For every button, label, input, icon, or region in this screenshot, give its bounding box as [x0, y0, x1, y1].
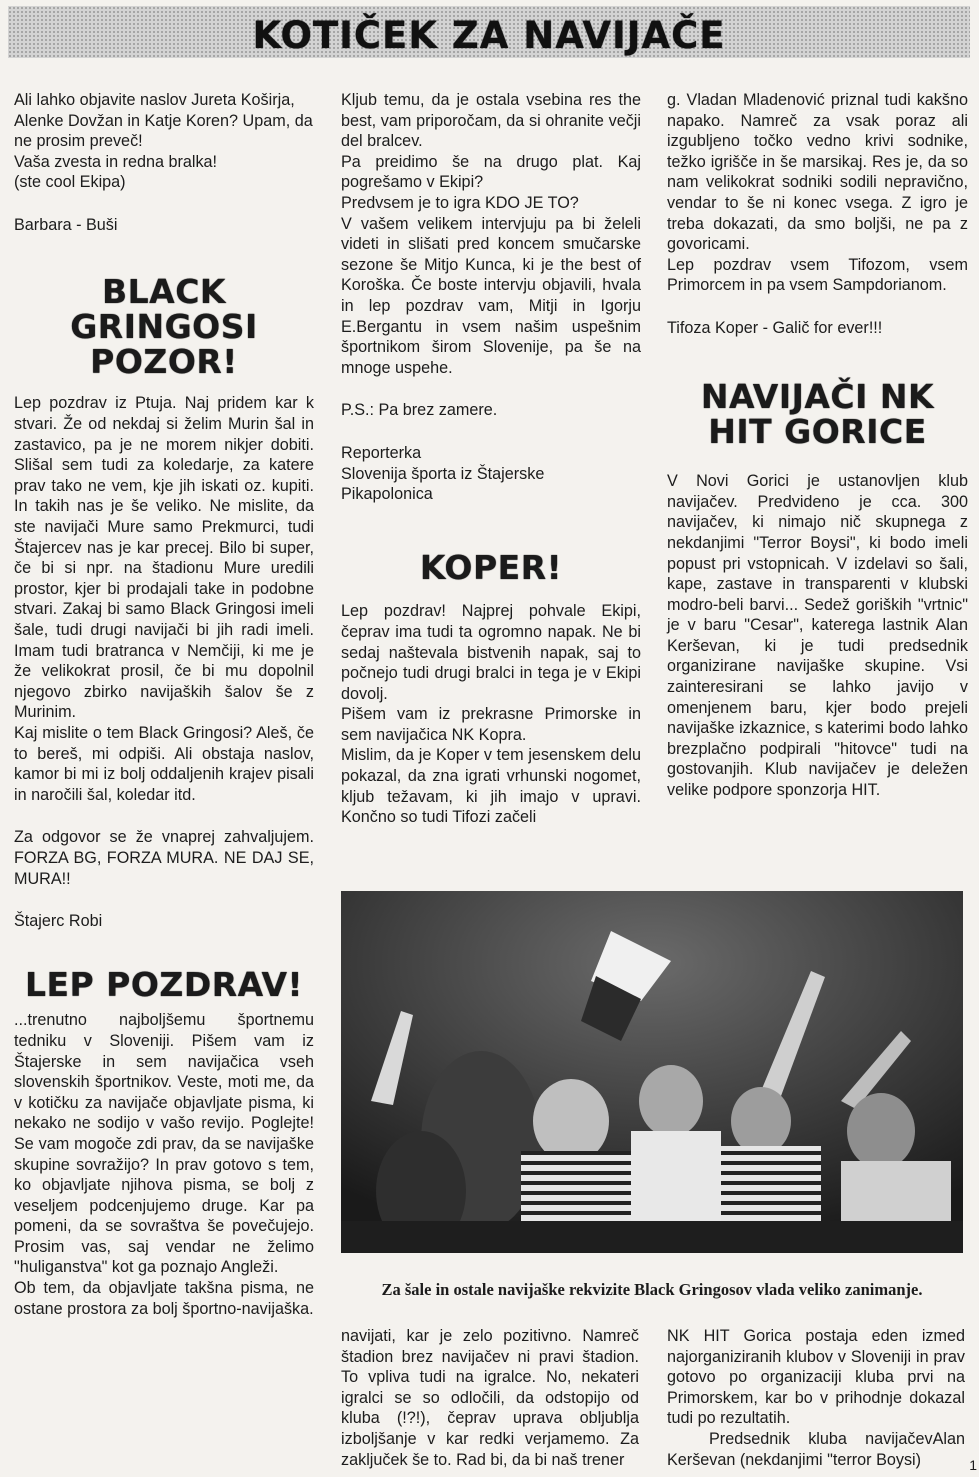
letter-pikapolonica-paragraph: Predvsem je to igra KDO JE TO?	[341, 193, 579, 212]
column-middle-bottom	[341, 1326, 639, 1470]
heading-line: NAVIJAČI NK	[700, 376, 935, 416]
letter-nk-hit-signature: Predsednik kluba navijačevAlan Kerševan (nekdanjimi "terror Boysi)	[667, 1429, 965, 1469]
letter-pikapolonica-signature-line: Reporterka	[341, 443, 422, 462]
section-banner	[8, 6, 970, 58]
column-left	[14, 90, 314, 1319]
fans-photo-image	[341, 891, 963, 1253]
letter-pikapolonica-ps: P.S.: Pa brez zamere.	[341, 401, 498, 420]
heading-line: BLACK	[101, 271, 226, 311]
fans-photo	[341, 891, 963, 1253]
letter-black-gringosi-closing: Za odgovor se že vnaprej zahvaljujem. FORZA BG, FORZA MURA. NE DAJ SE, MURA!!	[14, 828, 314, 888]
section-title: KOTIČEK ZA NAVIJAČE	[252, 14, 726, 57]
letter-nk-hit-continued: navijati, kar je zelo pozitivno. Namreč štadion brez navijačev ni pravi štadion. To vpliva tudi na igralce. No, nekateri igralci se so odločili, da odstopijo od kluba (!?!), čeprav uprava obljublja izboljšanje v kar redki verjamemo. Za zaključek še to. Rad bi, da bi naš trener	[341, 1327, 639, 1469]
letter-pikapolonica-paragraph: V vašem velikem intervjuju pa bi želeli videti in slišati pred koncem smučarske sezone še Mitjo Kunca, ki je the best of Koroška. Če boste intervju objavili, hvala in lep pozdrav vam, Mitji in Igorju E.Bergantu in vsem našim uspešnim športnikom širom Slovenije, pa še na mnoge uspehe.	[341, 214, 641, 377]
letter-koper-paragraph: Lep pozdrav! Najprej pohvale Ekipi, čeprav ima tudi ta ogromno napak. Ne bi sedaj naštevala bistvenih napak, saj to počnejo tudi drugi bralci in tega je v Ekipi dovolj.	[341, 602, 641, 703]
letter-barbara-line: Ali lahko objavite naslov Jureta Koširja, Alenke Dovžan in Katje Koren? Upam, da ne prosim preveč!	[14, 91, 313, 151]
letter-koper-signature: Tifoza Koper - Galič for ever!!!	[667, 318, 883, 337]
letter-koper-paragraph: Mislim, da je Koper v tem jesenskem delu pokazal, da zna igrati vrhunski nogomet, kljub težavam, ki jih imajo v upravi. Končno so tudi Tifozi začeli	[341, 746, 641, 827]
letter-barbara-signature: Barbara - Buši	[14, 215, 118, 234]
letter-nk-hit-paragraph: V Novi Gorici je ustanovljen klub navijačev. Predvideno je cca. 300 navijačev, ki nimajo nič skupnega z nekdanjimi "Terror Boysi", ki bodo imeli popust pri vstopnicah. V izdelavi so šali, kape, zastave in transparenti v klubski modro-beli barvi... Sedež goriških "vrtnic" je v baru "Cesar", katerega lastnik Alan Kerševan, ki je tudi predsednik organizirane navijaške skupine. Vsi zainteresirani se lahko javijo v omenjenem baru, kjer bodo prejeli navijaške izkaznice, s katerimi bodo lahko brezplačno podpirali "hitovce" tudi na gostovanjih. Klub navijačev je deležen velike podpore sponzorja HIT.	[667, 472, 968, 800]
letter-lep-pozdrav-paragraph: Ob tem, da objavljate takšna pisma, ne ostane prostora za bolj športno-navijaška.	[14, 1279, 314, 1318]
letter-black-gringosi-paragraph: Lep pozdrav iz Ptuja. Naj pridem kar k stvari. Že od nekdaj si želim Murin šal in zastavico, pa je ne morem nikjer dobiti. Slišal sem tudi za koledarje, za katere prav tako ne vem, kje jih iskati oz. kupiti. In takih nas je še veliko. Ne mislite, da ste navijači Mure samo Prekmurci, tudi Štajercev nas je kar precej. Bilo bi super, če bi si npr. na štadionu Mure uredili prostor, kjer bi prodajali take in podobne stvari. Zakaj bi samo Black Gringosi imeli šale, tudi drugi navijači bi jih radi imeli. Imam tudi bratranca v Nemčiji, ki me je že velikokrat prosil, če bi mu dopolnil njegovo zbirko navijaških šalov še z Murinim.	[14, 394, 314, 722]
photo-caption: Za šale in ostale navijaške rekvizite Black Gringosov vlada veliko zanimanje.	[381, 1280, 923, 1299]
heading-black-gringosi	[14, 271, 314, 382]
letter-black-gringosi-paragraph: Kaj mislite o tem Black Gringosi? Aleš, če to bereš, mi odpiši. Ali obstaja naslov, kamor bi mi iz bolj oddaljenih krajev pisali in naročili šal, koledar itd.	[14, 723, 314, 804]
letter-koper-continued: g. Vladan Mladenović priznal tudi kakšno napako. Namreč za vsak poraz ali izgubljeno točko vedno krivi sodnike, težko igrišče in še marsikaj. Res je, da so nam velikokrat sodniki sodili nepravično, vendar to še ni konec vsega. Z igro je treba dokazati, da smo boljši, ne pa z govoricami.	[667, 91, 968, 254]
letter-black-gringosi-signature: Štajerc Robi	[14, 912, 103, 931]
letter-koper-paragraph: Pišem vam iz prekrasne Primorske in sem navijačica NK Kopra.	[341, 705, 641, 744]
heading-line: HIT GORICE	[708, 411, 927, 451]
letter-barbara-line: Vaša zvesta in redna bralka!	[14, 152, 218, 171]
column-middle	[341, 90, 641, 828]
letter-lep-pozdrav-paragraph: ...trenutno najboljšemu športnemu tedniku v Sloveniji. Pišem vam iz Štajerske in sem navijačica vseh slovenskih športnikov. Veste, moti me, da v kotičku za navijače objavljate pisma, ki nekako ne sodijo v vašo revijo. Poglejte! Se vam mogoče zdi prav, da se navijaške skupine sovražijo? In prav gotovo s tem, ko objavljate njihova pisma, se bolj z veseljem podcenjujemo druge. Kar pa pomeni, da se sovraštva še povečujejo. Prosim vas, saj vendar ne želimo "huliganstva" kot ga poznajo Angleži.	[14, 1011, 314, 1277]
letter-pikapolonica-signature-line: Pikapolonica	[341, 485, 433, 504]
column-right	[667, 90, 968, 801]
heading-nk-hit-gorice	[667, 376, 968, 451]
heading-line: POZOR!	[90, 342, 238, 382]
letter-pikapolonica-signature-line: Slovenija športa iz Štajerske	[341, 464, 545, 483]
heading-line: GRINGOSI	[70, 306, 258, 346]
heading-koper: KOPER!	[419, 547, 563, 587]
page-number: 1	[969, 1457, 977, 1473]
heading-lep-pozdrav: LEP POZDRAV!	[24, 964, 304, 1004]
letter-koper-continued: Lep pozdrav vsem Tifozom, vsem Primorcem in pa vsem Sampdorianom.	[667, 255, 968, 295]
letter-pikapolonica-paragraph: Pa preidimo še na drugo plat. Kaj pogrešamo v Ekipi?	[341, 152, 641, 192]
letter-nk-hit-continued: NK HIT Gorica postaja eden izmed najorganiziranih klubov v Sloveniji in prav gotovo po organizaciji kluba prvi na Primorskem, kar bo v prihodnje dokazal tudi po rezultatih.	[667, 1327, 965, 1428]
letter-barbara-line: (ste cool Ekipa)	[14, 173, 126, 192]
letter-pikapolonica-paragraph: Kljub temu, da je ostala vsebina res the best, vam priporočam, da si ohranite večji del bralcev.	[341, 91, 641, 151]
column-right-bottom	[667, 1326, 965, 1470]
